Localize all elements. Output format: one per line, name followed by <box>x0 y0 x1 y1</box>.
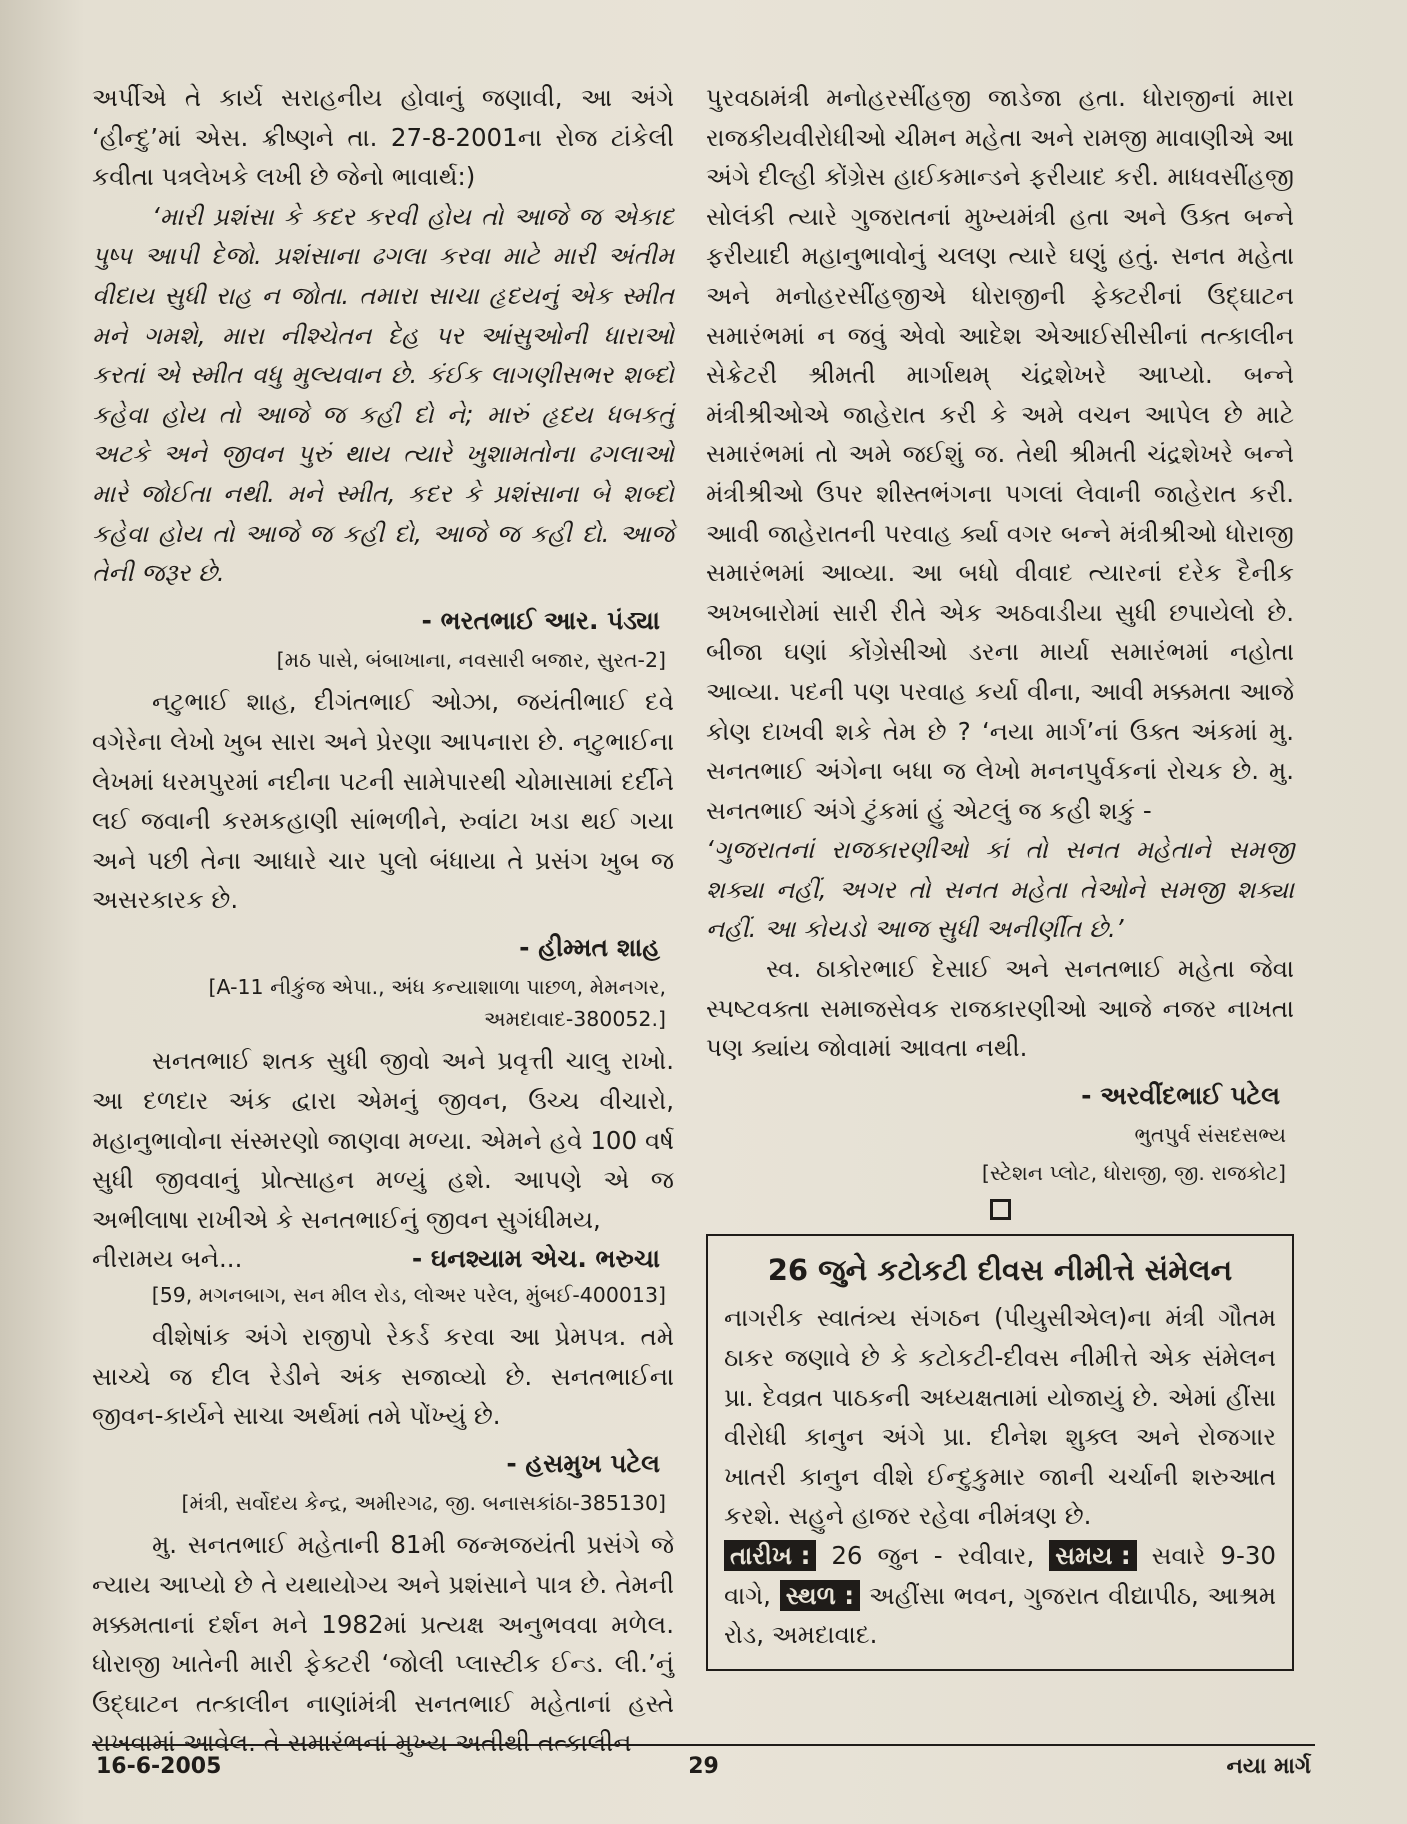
left-column <box>92 78 674 1763</box>
footer-divider <box>92 1744 1315 1746</box>
letter-signature: - અરવીંદભાઈ પટેલ <box>1081 1080 1280 1110</box>
letter-signature: - ભરતભાઈ આર. પંડ્યા <box>421 605 660 635</box>
notice-details <box>724 1536 1276 1655</box>
letter-signature: - હીમ્મત શાહ <box>519 932 660 962</box>
letter-paragraph: નટુભાઈ શાહ, દીગંતભાઈ ઓઝા, જયંતીભાઈ દવે વગેરેના લેખો ખુબ સારા અને પ્રેરણા આપનારા છે. નટુભાઈના લેખમાં ધરમપુરમાં નદીના પટની સામેપારથી ચોમાસામાં દર્દીને લઈ જવાની કરમકહાણી સાંભળીને, રુવાંટા ખડા થઈ ગયા અને પછી તેના આધારે ચાર પુલો બંધાયા તે પ્રસંગ ખુબ જ અસરકારક છે. <box>92 687 674 915</box>
letter-signature: - હસમુખ પટેલ <box>506 1448 660 1478</box>
quoted-poem: ‘મારી પ્રશંસા કે કદર કરવી હોય તો આજે જ એકાદ પુષ્પ આપી દેજો. પ્રશંસાના ઢગલા કરવા માટે મારી અંતીમ વીદાય સુધી રાહ ન જોતા. તમારા સાચા હૃદયનું એક સ્મીત મને ગમશે, મારા નીશ્ચેતન દેહ પર આંસુઓની ધારાઓ કરતાં એ સ્મીત વધુ મુલ્યવાન છે. કંઈક લાગણીસભર શબ્દો કહેવા હોય તો આજે જ કહી દો ને; મારું હૃદય ધબકતું અટકે અને જીવન પુરું થાય ત્યારે ખુશામતોના ઢગલાઓ મારે જોઈતા નથી. મને સ્મીત, કદર કે પ્રશંસાના બે શબ્દો કહેવા હોય તો આજે જ કહી દો, આજે જ કહી દો. આજે તેની જરૂર છે. <box>92 201 674 588</box>
right-column <box>706 78 1294 1671</box>
letter-paragraph: વીશેષાંક અંગે રાજીપો રેકર્ડ કરવા આ પ્રેમપત્ર. તમે સાચ્ચે જ દીલ રેડીને અંક સજાવ્યો છે. સનતભાઈના જીવન-કાર્યને સાચા અર્થમાં તમે પોંખ્યું છે. <box>92 1322 674 1431</box>
letter-continuation: અર્પીએ તે કાર્ય સરાહનીય હોવાનું જણાવી, આ અંગે ‘હીન્દુ’માં એસ. ક્રીષ્ણને તા. 27-8-2001ના રોજ ટાંકેલી કવીતા પત્રલેખકે લખી છે જેનો ભાવાર્થ:) <box>92 83 674 192</box>
time-value: સવારે 9-30 વાગે, <box>724 1541 1276 1610</box>
letter-address <box>92 971 674 1035</box>
section-end-marker <box>990 1199 1011 1220</box>
letter-paragraph: મુ. સનતભાઈ મહેતાની 81મી જન્મજયંતી પ્રસંગે જે ન્યાય આપ્યો છે તે યથાયોગ્ય અને પ્રશંસાને પાત્ર છે. તેમની મક્કમતાનાં દર્શન મને 1982માં પ્રત્યક્ષ અનુભવવા મળેલ. ધોરાજી ખાતેની મારી ફેક્ટરી ‘જોલી પ્લાસ્ટીક ઈન્ડ. લી.’નું ઉદ્ઘાટન તત્કાલીન નાણાંમંત્રી સનતભાઈ મહેતાનાં હસ્તે રાખવામાં આવેલ. તે સમારંભનાં મુખ્ય અતીથી તત્કાલીન <box>92 1530 674 1758</box>
letter-paragraph: સનતભાઈ શતક સુધી જીવો અને પ્રવૃત્તી ચાલુ રાખો. આ દળદાર અંક દ્વારા એમનું જીવન, ઉચ્ચ વીચારો, મહાનુભાવોના સંસ્મરણો જાણવા મળ્યા. એમને હવે 100 વર્ષ સુધી જીવવાનું પ્રોત્સાહન મળ્યું હશે. આપણે એ જ અભીલાષા રાખીએ કે સનતભાઈનું જીવન સુગંધીમય, <box>92 1046 674 1234</box>
notice-body: નાગરીક સ્વાતંત્ર્ય સંગઠન (પીયુસીએલ)ના મંત્રી ગૌતમ ઠાકર જણાવે છે કે કટોકટી-દીવસ નીમીત્તે એક સંમેલન પ્રા. દેવવ્રત પાઠકની અધ્યક્ષતામાં યોજાયું છે. એમાં હીંસા વીરોધી કાનુન અંગે પ્રા. દીનેશ શુક્લ અને રોજગાર ખાતરી કાનુન વીશે ઈન્દુકુમાર જાની ચર્ચાની શરુઆત કરશે. સહુને હાજર રહેવા નીમંત્રણ છે. <box>724 1303 1276 1531</box>
letter-closing-text: નીરામય બને... <box>92 1244 243 1274</box>
signer-role: ભુતપુર્વ સંસદસભ્ય <box>1134 1123 1286 1148</box>
time-label: સમય : <box>1049 1540 1137 1571</box>
letter-closing-line <box>92 1239 674 1279</box>
magazine-name: નયા માર્ગ <box>1226 1754 1311 1779</box>
quoted-statement: ‘ગુજરાતનાં રાજકારણીઓ કાં તો સનત મહેતાને સમજી શક્યા નહીં, અગર તો સનત મહેતા તેઓને સમજી શક્યા નહીં. આ કોયડો આજ સુધી અનીર્ણીત છે.’ <box>706 835 1294 944</box>
date-label: તારીખ : <box>724 1540 816 1571</box>
place-label: સ્થળ : <box>780 1580 860 1611</box>
place-value: અહીંસા ભવન, ગુજરાત વીદ્યાપીઠ, આશ્રમ રોડ, અમદાવાદ. <box>724 1580 1276 1650</box>
letter-paragraph: સ્વ. ઠાકોરભાઈ દેસાઈ અને સનતભાઈ મહેતા જેવા સ્પષ્ટવક્તા સમાજસેવક રાજકારણીઓ આજે નજર નાખતા પણ ક્યાંય જોવામાં આવતા નથી. <box>706 954 1294 1063</box>
letter-address: [મઠ પાસે, બંબાખાના, નવસારી બજાર, સુરત-2] <box>276 648 666 673</box>
letter-address: [સ્ટેશન પ્લોટ, ધોરાજી, જી. રાજકોટ] <box>981 1161 1286 1186</box>
letter-address: [59, મગનબાગ, સન મીલ રોડ, લોઅર પરેલ, મુંબઈ-400013] <box>151 1283 666 1308</box>
page-number: 29 <box>688 1754 719 1779</box>
notice-title: 26 જુને કટોકટી દીવસ નીમીત્તે સંમેલન <box>767 1253 1233 1288</box>
event-notice-box <box>706 1234 1294 1670</box>
letter-address-line: [A-11 નીકુંજ એપા., અંધ કન્યાશાળા પાછળ, મેમનગર, <box>208 975 666 1000</box>
date-value: 26 જુન - રવીવાર, <box>831 1541 1035 1570</box>
letter-address: [મંત્રી, સર્વોદય કેન્દ્ર, અમીરગઢ, જી. બનાસકાંઠા-385130] <box>181 1491 666 1516</box>
footer-date: 16-6-2005 <box>96 1754 222 1779</box>
letter-address-line: અમદાવાદ-380052.] <box>483 1007 666 1032</box>
letter-continuation: પુરવઠામંત્રી મનોહરસીંહજી જાડેજા હતા. ધોરાજીનાં મારા રાજકીયવીરોધીઓ ચીમન મહેતા અને રામજી માવાણીએ આ અંગે દીલ્હી કોંગ્રેસ હાઈકમાન્ડને ફરીયાદ કરી. માધવસીંહજી સોલંકી ત્યારે ગુજરાતનાં મુખ્યમંત્રી હતા અને ઉક્ત બન્ને ફરીયાદી મહાનુભાવોનું ચલણ ત્યારે ઘણું હતું. સનત મહેતા અને મનોહરસીંહજીએ ધોરાજીની ફેક્ટરીનાં ઉદ્ઘાટન સમારંભમાં ન જવું એવો આદેશ એઆઈસીસીનાં તત્કાલીન સેક્રેટરી શ્રીમતી માર્ગાથમ્ ચંદ્રશેખરે આપ્યો. બન્ને મંત્રીશ્રીઓએ જાહેરાત કરી કે અમે વચન આપેલ છે માટે સમારંભમાં તો અમે જઈશું જ. તેથી શ્રીમતી ચંદ્રશેખરે બન્ને મંત્રીશ્રીઓ ઉપર શીસ્તભંગના પગલાં લેવાની જાહેરાત કરી. આવી જાહેરાતની પરવાહ ર્ક્યા વગર બન્ને મંત્રીશ્રીઓ ધોરાજી સમારંભમાં આવ્યા. આ બધો વીવાદ ત્યારનાં દરેક દૈનીક અખબારોમાં સારી રીતે એક અઠવાડીયા સુધી છપાયેલો છે. બીજા ઘણાં કોંગ્રેસીઓ ડરના માર્યા સમારંભમાં નહોતા આવ્યા. પદની પણ પરવાહ કર્યા વીના, આવી મક્કમતા આજે કોણ દાખવી શકે તેમ છે ? ‘નયા માર્ગ’નાં ઉક્ત અંકમાં મુ. સનતભાઈ અંગેના બધા જ લેખો મનનપુર્વકનાં રોચક છે. મુ. સનતભાઈ અંગે ટુંકમાં હું એટલું જ કહી શકું - <box>706 83 1294 825</box>
letter-signature: - ઘનશ્યામ એચ. ભરુચા <box>411 1244 660 1274</box>
